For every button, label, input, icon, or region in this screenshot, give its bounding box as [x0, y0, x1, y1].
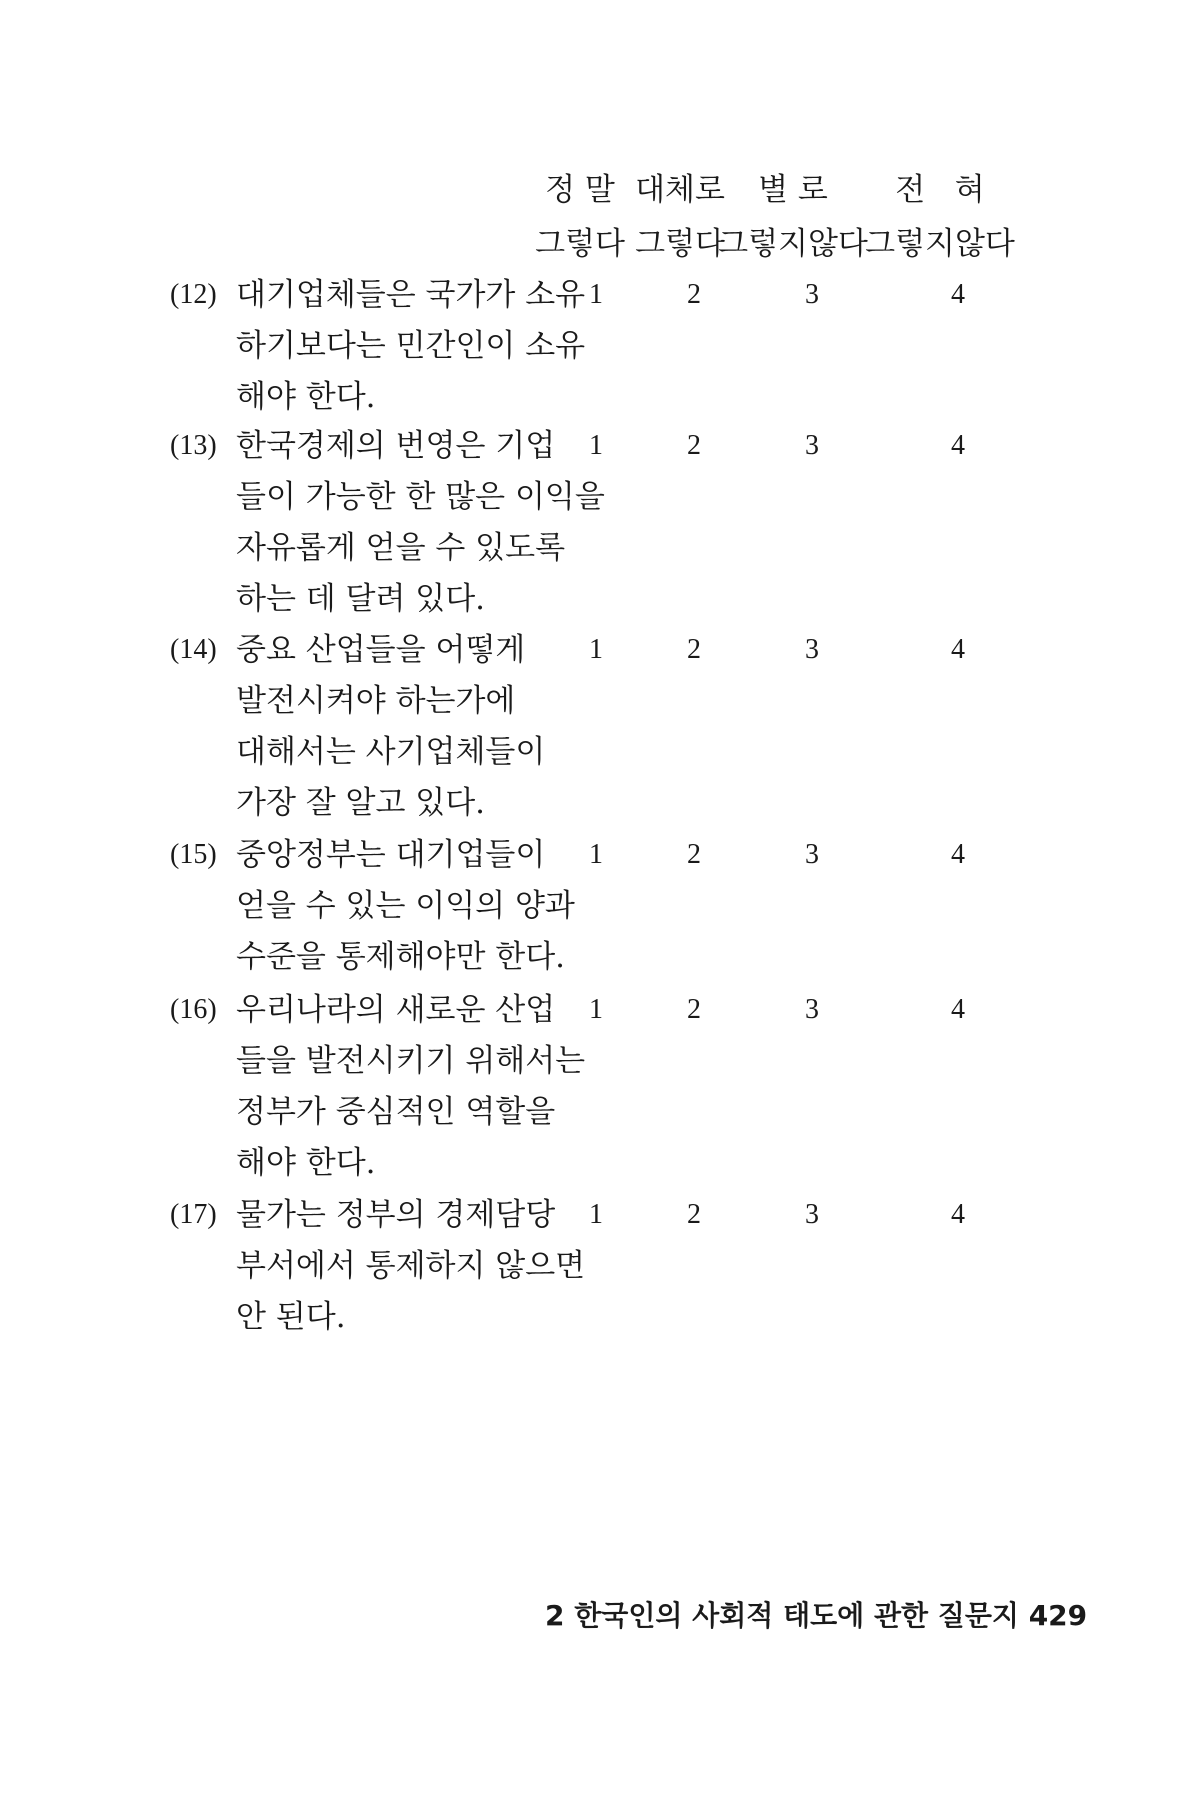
- question-text-line: 중요 산업들을 어떻게: [236, 632, 526, 668]
- question-text-line: 발전시켜야 하는가에: [236, 683, 516, 719]
- question-text-line: 수준을 통제해야만 한다.: [236, 939, 566, 975]
- question-text-line: 얻을 수 있는 이익의 양과: [236, 888, 575, 924]
- option-3[interactable]: 3: [805, 994, 819, 1025]
- option-2[interactable]: 2: [687, 1199, 701, 1230]
- question-text-line: 해야 한다.: [236, 379, 376, 415]
- option-2[interactable]: 2: [687, 634, 701, 665]
- question-text-line: 정부가 중심적인 역할을: [236, 1094, 556, 1130]
- question-number: (12): [170, 279, 217, 310]
- header-col-1-line-1: 정 말: [545, 172, 615, 208]
- option-3[interactable]: 3: [805, 1199, 819, 1230]
- option-4[interactable]: 4: [951, 279, 965, 310]
- question-text-line: 들이 가능한 한 많은 이익을: [236, 479, 605, 515]
- header-col-2-line-2: 그렇다: [635, 226, 725, 262]
- option-1[interactable]: 1: [589, 839, 603, 870]
- header-col-2-line-1: 대체로: [635, 172, 725, 208]
- option-3[interactable]: 3: [805, 634, 819, 665]
- question-text-line: 들을 발전시키기 위해서는: [236, 1043, 586, 1079]
- question-text-line: 부서에서 통제하지 않으면: [236, 1248, 586, 1284]
- option-1[interactable]: 1: [589, 279, 603, 310]
- question-text-line: 안 된다.: [236, 1299, 346, 1335]
- header-col-3-line-1: 별 로: [758, 172, 828, 208]
- question-number: (17): [170, 1199, 217, 1230]
- option-1[interactable]: 1: [589, 994, 603, 1025]
- option-2[interactable]: 2: [687, 839, 701, 870]
- option-3[interactable]: 3: [805, 430, 819, 461]
- question-number: (15): [170, 839, 217, 870]
- header-col-1-line-2: 그렇다: [535, 226, 625, 262]
- option-2[interactable]: 2: [687, 430, 701, 461]
- question-text-line: 해야 한다.: [236, 1145, 376, 1181]
- question-number: (16): [170, 994, 217, 1025]
- option-4[interactable]: 4: [951, 634, 965, 665]
- option-2[interactable]: 2: [687, 994, 701, 1025]
- question-text-line: 우리나라의 새로운 산업: [236, 992, 556, 1028]
- question-text-line: 대해서는 사기업체들이: [236, 734, 546, 770]
- option-1[interactable]: 1: [589, 634, 603, 665]
- option-2[interactable]: 2: [687, 279, 701, 310]
- question-text-line: 중앙정부는 대기업들이: [236, 837, 546, 873]
- page-footer: 2 한국인의 사회적 태도에 관한 질문지 429: [545, 1599, 1088, 1632]
- header-col-3-line-2: 그렇지않다: [718, 226, 868, 262]
- question-text-line: 물가는 정부의 경제담당: [236, 1197, 556, 1233]
- question-text-line: 가장 잘 알고 있다.: [236, 785, 486, 821]
- option-3[interactable]: 3: [805, 279, 819, 310]
- header-col-4-line-2: 그렇지않다: [865, 226, 1015, 262]
- question-text-line: 하기보다는 민간인이 소유: [236, 328, 586, 364]
- question-text-line: 대기업체들은 국가가 소유: [236, 277, 586, 313]
- option-4[interactable]: 4: [951, 839, 965, 870]
- question-number: (14): [170, 634, 217, 665]
- option-1[interactable]: 1: [589, 430, 603, 461]
- option-4[interactable]: 4: [951, 1199, 965, 1230]
- option-4[interactable]: 4: [951, 430, 965, 461]
- header-col-4-line-1: 전 혀: [895, 172, 985, 208]
- option-4[interactable]: 4: [951, 994, 965, 1025]
- option-1[interactable]: 1: [589, 1199, 603, 1230]
- question-number: (13): [170, 430, 217, 461]
- question-text-line: 자유롭게 얻을 수 있도록: [236, 530, 566, 566]
- option-3[interactable]: 3: [805, 839, 819, 870]
- question-text-line: 한국경제의 번영은 기업: [236, 428, 556, 464]
- question-text-line: 하는 데 달려 있다.: [236, 581, 486, 617]
